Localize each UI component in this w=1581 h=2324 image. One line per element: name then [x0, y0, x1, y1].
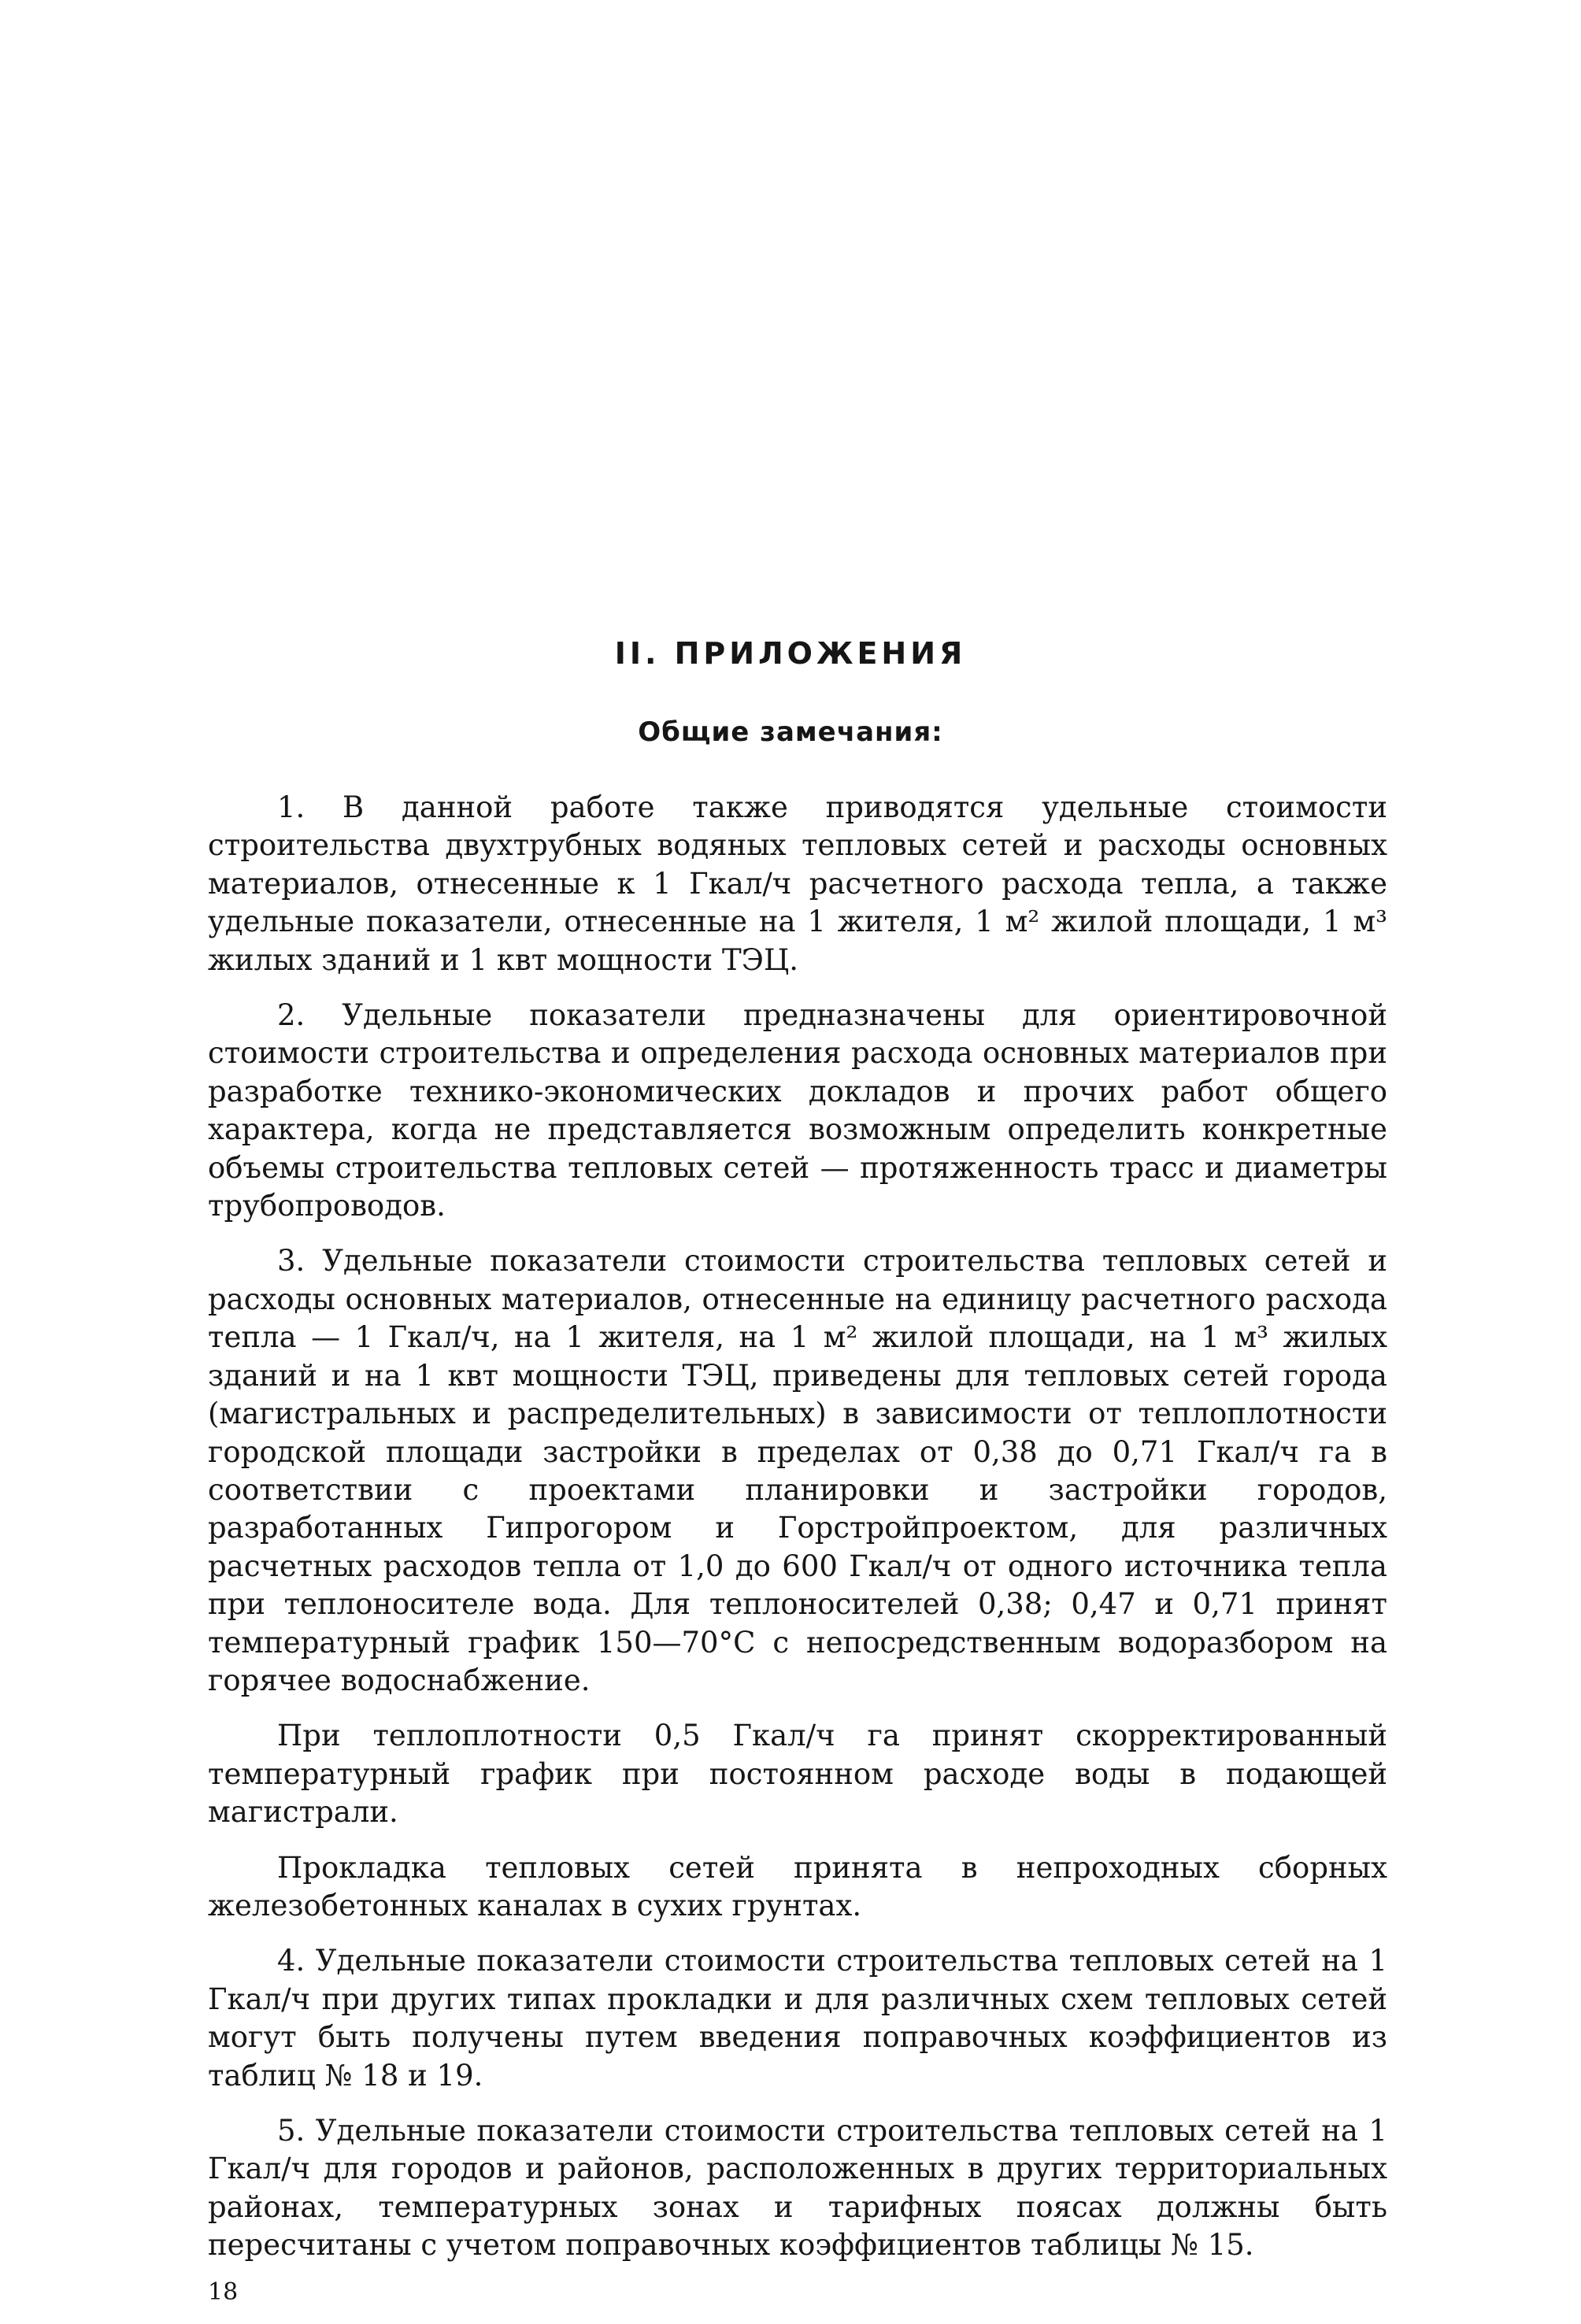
paragraph-5: 5. Удельные показатели стоимости строительства тепловых сетей на 1 Гкал/ч для городов и районов, расположенных в других территориальных районах, температурных зонах и тарифных поясах должны быть пересчитаны с учетом поправочных коэффициентов таблицы № 15. [208, 2114, 1387, 2263]
paragraph-3: 3. Удельные показатели стоимости строительства тепловых сетей и расходы основных материалов, отнесенные на единицу расчетного расхода тепла — 1 Гкал/ч, на 1 жителя, на 1 м² жилой площади, на 1 м³ жилых зданий и на 1 квт мощности ТЭЦ, приведены для тепловых сетей города (магистральных и распределительных) в зависимости от теплоплотности городской площади застройки в пределах от 0,38 до 0,71 Гкал/ч га в соответствии с проектами планировки и застройки городов, разработанных Гипрогором и Горстройпроектом, для различных расчетных расходов тепла от 1,0 до 600 Гкал/ч от одного источника тепла при теплоносителе вода. Для теплоносителей 0,38; 0,47 и 0,71 принят температурный график 150—70°С с непосредственным водоразбором на горячее водоснабжение. [208, 1244, 1387, 1697]
paragraph-3-note-laying: Прокладка тепловых сетей принята в непроходных сборных железобетонных каналах в сухих грунтах. [208, 1850, 1387, 1922]
paragraph-2: 2. Удельные показатели предназначены для ориентировочной стоимости строительства и определения расхода основных материалов при разработке технико-экономических докладов и прочих работ общего характера, когда не представляется возможным определить конкретные объемы строительства тепловых сетей — протяженность трасс и диаметры трубопроводов. [208, 998, 1387, 1223]
subtitle: Общие замечания: [638, 716, 943, 748]
page-number: 18 [208, 2278, 239, 2306]
paragraph-4: 4. Удельные показатели стоимости строительства тепловых сетей на 1 Гкал/ч при других типах прокладки и для различных схем тепловых сетей могут быть получены путем введения поправочных коэффициентов из таблиц № 18 и 19. [208, 1944, 1387, 2093]
body-text [208, 789, 1387, 2282]
paragraph-3-note-temperature: При теплоплотности 0,5 Гкал/ч га принят скорректированный температурный график при постоянном расходе воды в подающей магистрали. [208, 1719, 1387, 1830]
section-title: II. ПРИЛОЖЕНИЯ [614, 636, 967, 671]
paragraph-1: 1. В данной работе также приводятся удельные стоимости строительства двухтрубных водяных тепловых сетей и расходы основных материалов, отнесенные к 1 Гкал/ч расчетного расхода тепла, а также удельные показатели, отнесенные на 1 жителя, 1 м² жилой площади, 1 м³ жилых зданий и 1 квт мощности ТЭЦ. [208, 790, 1387, 977]
